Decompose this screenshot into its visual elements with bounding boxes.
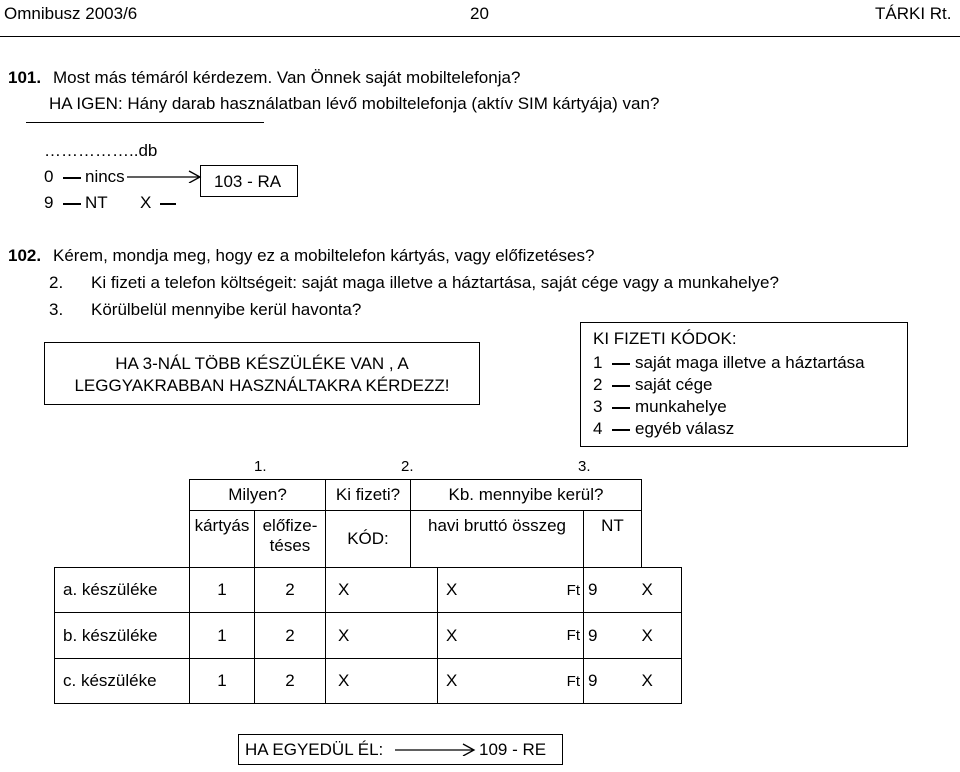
header-nt: NT bbox=[584, 511, 642, 568]
header-left: Omnibusz 2003/6 bbox=[4, 4, 138, 23]
q101-number: 101. bbox=[8, 68, 42, 87]
cell-kartyas-code: 1 bbox=[190, 659, 255, 704]
header-milyen: Milyen? bbox=[190, 480, 326, 511]
instruction-line2: LEGGYAKRABBAN HASZNÁLTAKRA KÉRDEZZ! bbox=[74, 376, 450, 395]
q101-underline bbox=[26, 122, 264, 123]
cell-osszeg: X bbox=[438, 659, 531, 704]
q101-line1: Most más témáról kérdezem. Van Önnek saját mobiltelefonja? bbox=[53, 68, 521, 87]
cell-kod: X bbox=[326, 568, 438, 613]
header-right: TÁRKI Rt. bbox=[875, 4, 952, 23]
cell-kartyas-code: 1 bbox=[190, 568, 255, 613]
col-number-1: 1. bbox=[254, 458, 267, 475]
footer-condition: HA EGYEDÜL ÉL: bbox=[245, 740, 384, 759]
header-elofizeteses bbox=[255, 511, 326, 568]
payer-code-2-dash bbox=[612, 385, 630, 387]
payer-code-3-label: munkahelye bbox=[635, 397, 727, 416]
payer-code-4-dash bbox=[612, 429, 630, 431]
q102-sub2-number: 2. bbox=[49, 273, 64, 292]
cell-nt-mark: X bbox=[642, 659, 682, 704]
cell-nt-mark: X bbox=[642, 613, 682, 659]
footer-skip-target: 109 - RE bbox=[479, 740, 547, 759]
cell-elofizeteses-code: 2 bbox=[255, 613, 326, 659]
q101-opt0-dash bbox=[63, 177, 81, 179]
payer-code-4-number: 4 bbox=[593, 419, 603, 438]
payer-code-1-number: 1 bbox=[593, 353, 603, 372]
payer-codes-title: KI FIZETI KÓDOK: bbox=[593, 329, 737, 348]
cell-ft: Ft bbox=[531, 659, 584, 704]
q102-number: 102. bbox=[8, 246, 42, 265]
payer-code-1-dash bbox=[612, 363, 630, 365]
header-kb-mennyibe: Kb. mennyibe kerül? bbox=[411, 480, 642, 511]
payer-code-3-number: 3 bbox=[593, 397, 603, 416]
header-rule bbox=[0, 36, 960, 37]
cell-osszeg: X bbox=[438, 613, 531, 659]
row-label: a. készüléke bbox=[55, 568, 190, 613]
cell-elofizeteses-code: 2 bbox=[255, 659, 326, 704]
col-number-3: 3. bbox=[578, 458, 591, 475]
q101-opt9-mark-dash bbox=[160, 203, 176, 205]
header-elofizeteses-line1: előfize- bbox=[262, 516, 318, 535]
cell-kod: X bbox=[326, 659, 438, 704]
device-table bbox=[54, 479, 682, 704]
row-label: b. készüléke bbox=[55, 613, 190, 659]
skip-box bbox=[200, 165, 298, 197]
instruction-line1: HA 3-NÁL TÖBB KÉSZÜLÉKE VAN , A bbox=[115, 354, 409, 373]
q101-opt9-label: NT bbox=[85, 193, 108, 212]
header-elofizeteses-line2: téses bbox=[269, 536, 311, 555]
footer-arrow-icon bbox=[393, 740, 479, 756]
q102-sub2-text: Ki fizeti a telefon költségeit: saját maga illetve a háztartása, saját cége vagy a munkahelye? bbox=[91, 273, 779, 292]
q102-line1: Kérem, mondja meg, hogy ez a mobiltelefon kártyás, vagy előfizetéses? bbox=[53, 246, 595, 265]
col-number-2: 2. bbox=[401, 458, 414, 475]
cell-nt-code: 9 bbox=[584, 568, 642, 613]
cell-osszeg: X bbox=[438, 568, 531, 613]
q101-opt9-code: 9 bbox=[44, 193, 54, 212]
header-page-number: 20 bbox=[470, 4, 489, 23]
q102-sub3-text: Körülbelül mennyibe kerül havonta? bbox=[91, 300, 362, 319]
cell-ft: Ft bbox=[531, 613, 584, 659]
cell-elofizeteses-code: 2 bbox=[255, 568, 326, 613]
cell-nt-mark: X bbox=[642, 568, 682, 613]
cell-nt-code: 9 bbox=[584, 613, 642, 659]
q101-opt9-dash bbox=[63, 203, 81, 205]
q102-sub3-number: 3. bbox=[49, 300, 64, 319]
q101-opt0-label: nincs bbox=[85, 167, 125, 186]
payer-code-1-label: saját maga illetve a háztartása bbox=[635, 353, 865, 372]
q101-opt0-code: 0 bbox=[44, 167, 54, 186]
cell-ft: Ft bbox=[531, 568, 584, 613]
q101-db: ……………..db bbox=[44, 141, 158, 160]
payer-code-2-number: 2 bbox=[593, 375, 603, 394]
skip-label: 103 - RA bbox=[214, 172, 282, 191]
q101-opt9-mark: X bbox=[140, 193, 152, 212]
table-row bbox=[55, 613, 682, 659]
instruction-box bbox=[44, 342, 480, 405]
cell-kod: X bbox=[326, 613, 438, 659]
header-kartyas: kártyás bbox=[190, 511, 255, 568]
table-row bbox=[55, 659, 682, 704]
table-row bbox=[55, 568, 682, 613]
row-label: c. készüléke bbox=[55, 659, 190, 704]
payer-code-2-label: saját cége bbox=[635, 375, 713, 394]
payer-code-3-dash bbox=[612, 407, 630, 409]
skip-arrow-icon bbox=[125, 167, 205, 183]
cell-nt-code: 9 bbox=[584, 659, 642, 704]
payer-codes-box bbox=[580, 322, 908, 447]
payer-code-4-label: egyéb válasz bbox=[635, 419, 735, 438]
header-havi-brutto: havi bruttó összeg bbox=[411, 511, 584, 568]
footer-skip-box bbox=[238, 734, 563, 765]
header-kod: KÓD: bbox=[326, 511, 411, 568]
cell-kartyas-code: 1 bbox=[190, 613, 255, 659]
header-ki-fizeti: Ki fizeti? bbox=[326, 480, 411, 511]
q101-line2: HA IGEN: Hány darab használatban lévő mobiltelefonja (aktív SIM kártyája) van? bbox=[49, 94, 660, 113]
